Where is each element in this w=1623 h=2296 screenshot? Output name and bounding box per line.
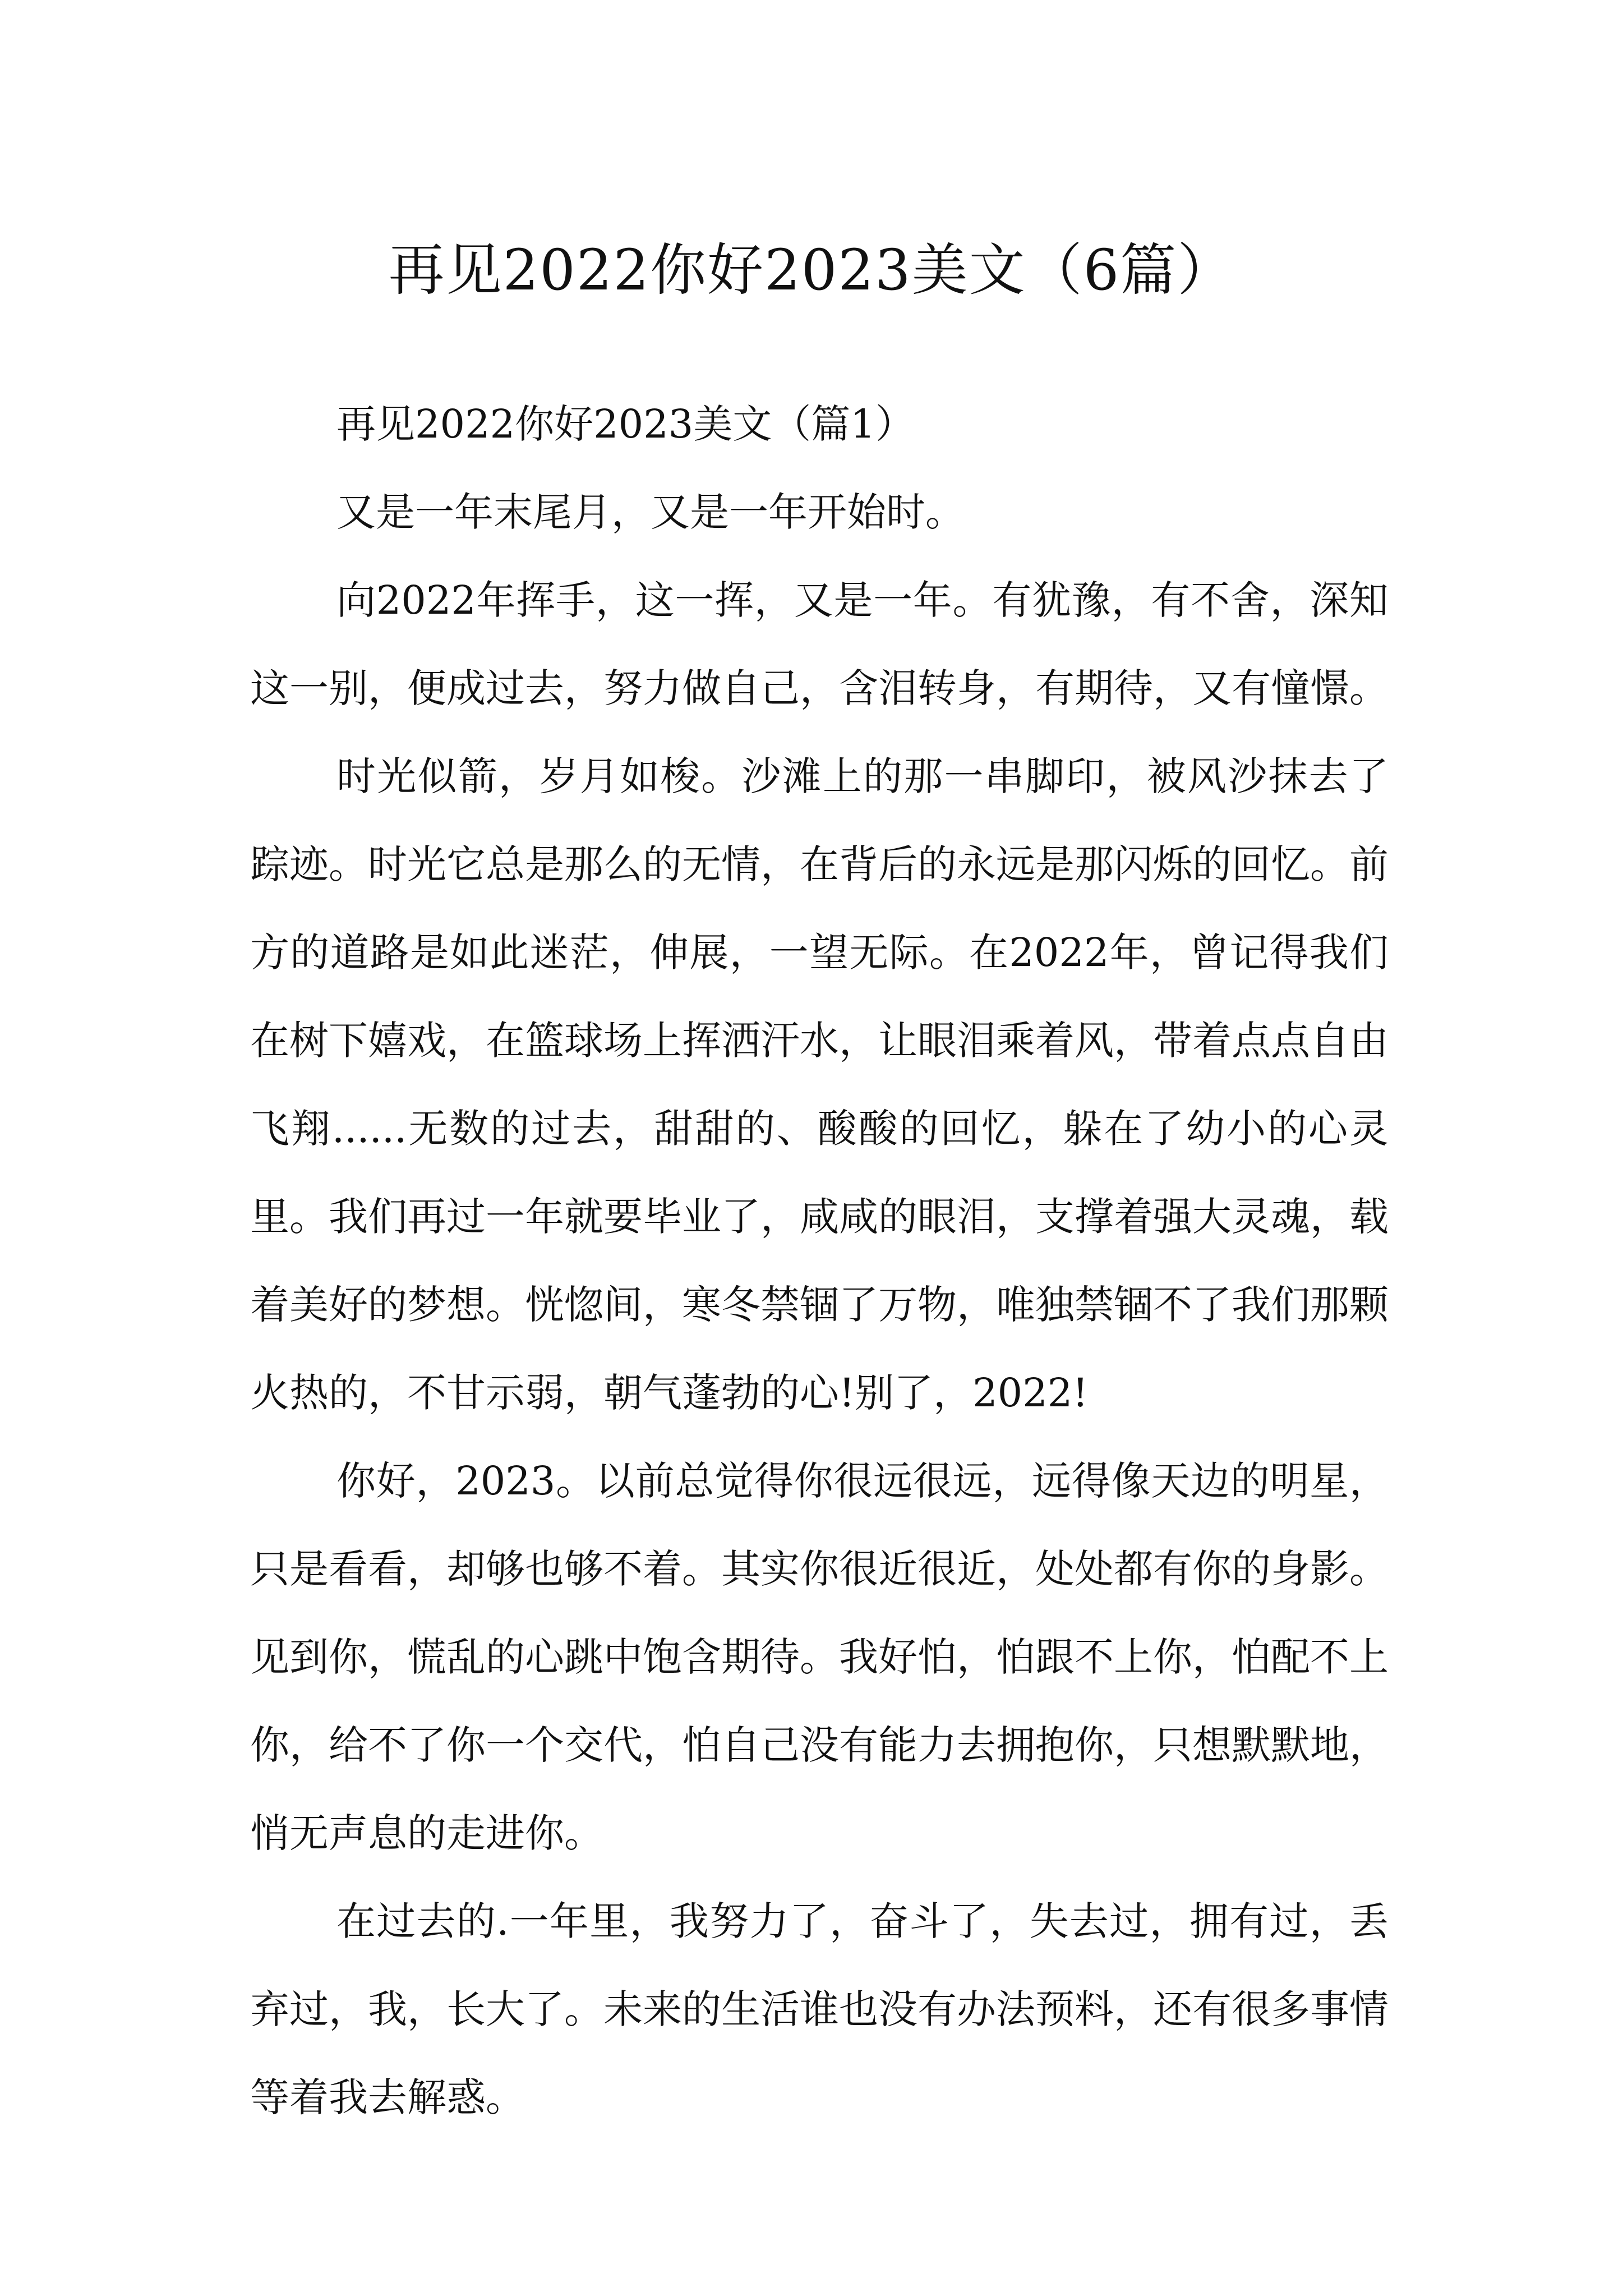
document-title: 再见2022你好2023美文（6篇） — [388, 237, 1235, 303]
document-body — [250, 380, 1389, 2142]
section-heading: 再见2022你好2023美文（篇1） — [336, 401, 915, 447]
paragraph: 又是一年末尾月，又是一年开始时。 — [336, 489, 965, 535]
paragraph: 时光似箭，岁月如梭。沙滩上的那一串脚印，被风沙抹去了踪迹。时光它总是那么的无情，在背后的永远是那闪烁的回忆。前方的道路是如此迷茫，伸展，一望无际。在2022年，曾记得我们在树下嬉戏，在篮球场上挥洒汗水，让眼泪乘着风，带着点点自由飞翔......无数的过去，甜甜的、酸酸的回忆，躲在了幼小的心灵里。我们再过一年就要毕业了，咸咸的眼泪，支撑着强大灵魂，载着美好的梦想。恍惚间，寒冬禁锢了万物，唯独禁锢不了我们那颗火热的，不甘示弱，朝气蓬勃的心!别了，2022! — [250, 753, 1389, 1416]
paragraph: 向2022年挥手，这一挥，又是一年。有犹豫，有不舍，深知这一别，便成过去，努力做自己，含泪转身，有期待，又有憧憬。 — [250, 577, 1389, 711]
paragraph: 在过去的.一年里，我努力了，奋斗了，失去过，拥有过，丢弃过，我，长大了。未来的生活谁也没有办法预料，还有很多事情等着我去解惑。 — [250, 1898, 1389, 2120]
paragraph: 你好，2023。以前总觉得你很远很远，远得像天边的明星，只是看看，却够也够不着。其实你很近很近，处处都有你的身影。见到你，慌乱的心跳中饱含期待。我好怕，怕跟不上你，怕配不上你，给不了你一个交代，怕自己没有能力去拥抱你，只想默默地，悄无声息的走进你。 — [250, 1458, 1389, 1856]
